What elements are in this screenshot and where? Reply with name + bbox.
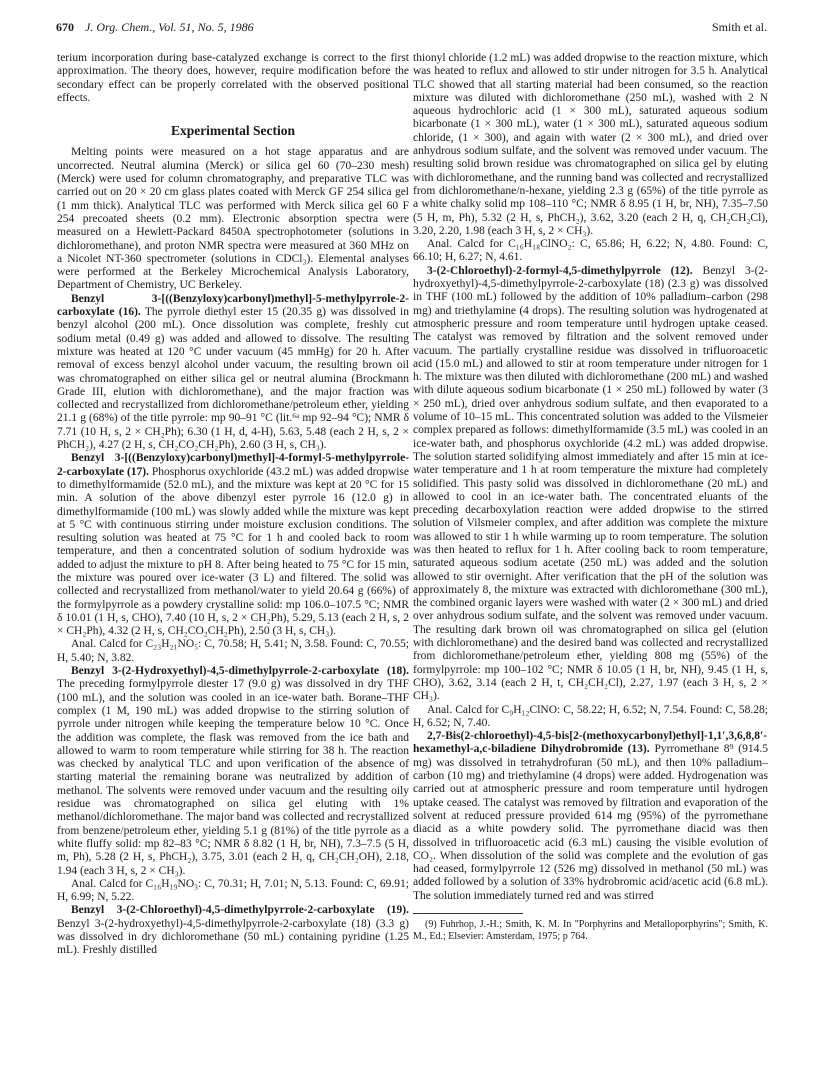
compound-12-text: Benzyl 3-(2-hydroxyethyl)-4,5-dimethylpyrrole-2-carboxylate (18) (2.3 g) was dissolved in THF (100 mL) followed by the addition of 10% palladium–carbon (298 mg) and triethylamine (4 drops). The resulting solution was hydrogenated at atmospheric pressure and room temperature until hydrogen uptake ceased. The catalyst was removed by filtration and the solvent removed under vacuum. The partially crystalline residue was dissolved in trifluoroacetic acid (15.0 mL) and allowed to stir at room temperature under nitrogen for 1 h. The mixture was then diluted with dichloromethane (200 mL) and washed with dilute aqueous sodium bicarbonate (1 × 250 mL) followed by water (3 × 250 mL), dried over anhydrous sodium sulfate, and then evaporated to a volume of 10–15 mL. This concentrated solution was added to the Vilsmeier complex prepared as follows: dimethylformamide (3.5 mL) was cooled in an ice-water bath, and phosphorus oxychloride (4.2 mL) was added dropwise. The solution started solidifying almost immediately and after 15 min at ice-water temperature and 1 h at room temperature the mixture had completely solidified. This pasty solid was dissolved in dichloromethane (20 mL) and allowed to cool in an ice-water bath. The concentrated eluants of the preceding decarboxylation reaction were added dropwise to the stirred solution of Vilsmeier complex, and after addition was complete the mixture was allowed to stir 1 h while warming up to room temperature. The solution was then heated to reflux for 1 h. After cooling back to room temperature, saturated aqueous sodium acetate (250 mL) was added and the solution allowed to stir overnight. After verification that the pH of the solution was approximately 8, the mixture was extracted with dichloromethane (300 mL), the combined organic layers were washed with water (2 × 300 mL) and dried over anhydrous sodium sulfate, and the solvent was removed under vacuum. The resulting dark brown oil was chromatographed on silica gel (elution with dichloromethane) and the desired band was collected and recrystallized from dichloromethane/petroleum ether, yielding 808 mg (55%) of the formylpyrrole: mp 100–102 °C; NMR δ 10.05 (1 H, br, NH), 9.45 (1 H, s, CHO), 3.62, 3.14 (each 2 H, t, CH₂CH₂Cl), 2.27, 1.97 (each 3 H, s, 2 × CH₃). bbox=[413, 264, 768, 703]
compound-18-title: Benzyl 3-(2-Hydroxyethyl)-4,5-dimethylpyrrole-2-carboxylate (18). bbox=[71, 665, 409, 678]
intro-paragraph: terium incorporation during base-catalyzed exchange is correct to the first approximation. The theory does, however, require modification before the secondary effect can be properly correlated with the observed positional effects. bbox=[57, 52, 409, 104]
compound-13-text: Pyrromethane 8⁹ (914.5 mg) was dissolved in tetrahydrofuran (50 mL), and then 10% palladium–carbon (10 mg) and triethylamine (4 drops) were added. Hydrogenation was carried out at atmospheric pressure and room temperature until hydrogen uptake ceased. The catalyst was removed by filtration and evaporation of the solvent at reduced pressure provided 614 mg (95%) of the pyrromethane diacid as a white powdery solid. The pyrromethane diacid was then dissolved in trifluoroacetic acid (6.3 mL) causing the visible evolution of CO₂. When dissolution of the solid was complete and the evolution of gas had ceased, formylpyrrole 12 (526 mg) dissolved in methanol (50 mL) was added followed by a solution of 33% hydrobromic acid/acetic acid (6.8 mL). The solution immediately turned red and was stirred bbox=[413, 743, 769, 902]
journal-citation bbox=[85, 20, 254, 34]
compound-17-text: Phosphorus oxychloride (43.2 mL) was added dropwise to dimethylformamide (52.0 mL), and the mixture was kept at 20 °C for 15 min. A solution of the above dibenzyl ester pyrrole 16 (12.0 g) in dimethylformamide (100 mL) was slowly added while the mixture was kept at 5 °C with continuous stirring under moisture exclusion conditions. The resulting solution was heated at 75 °C for 1 h and cooled back to room temperature, and then a concentrated solution of sodium hydroxide was added to adjust the mixture to pH 8. After being heated to 75 °C for 15 min, the mixture was poured over ice-water (3 L) and filtered. The solid was collected and recrystallized from methanol/water to yield 20.64 g (66%) of the formylpyrrole as a powdery crystalline solid: mp 106.0–107.5 °C; NMR δ 10.01 (1 H, s, CHO), 7.40 (10 H, s, 2 × CH₂Ph), 5.29, 5.13 (each 2 H, s, 2 × CH₂Ph), 4.32 (2 H, s, CH₂CO₂CH₂Ph), 2.50 (3 H, s, CH₃). bbox=[57, 465, 409, 638]
general-methods-paragraph: Melting points were measured on a hot stage apparatus and are uncorrected. Neutral alumina (Merck) or silica gel 60 (70–230 mesh) (Merck) were used for column chromatography, and preparative TLC was carried out on 20 × 20 cm glass plates coated with Merck GF 254 silica gel (1 mm thick). Analytical TLC was performed with Merck silica gel 60 F 254 precoated sheets (0.2 mm). Electronic absorption spectra were measured on a Hewlett-Packard 8450A spectrophotometer (solutions in dichloromethane), and proton NMR spectra were measured at 360 MHz on a Nicolet NT-360 spectrometer (solutions in CDCl₃). Elemental analyses were performed at the Berkeley Microchemical Analysis Laboratory, Department of Chemistry, UC Berkeley. bbox=[57, 146, 409, 292]
compound-19-paragraph bbox=[57, 904, 409, 957]
compound-19-continuation: thionyl chloride (1.2 mL) was added dropwise to the reaction mixture, which was heated to reflux and allowed to stir under nitrogen for 3.5 h. Analytical TLC showed that all starting material had been consumed, so the reaction mixture was diluted with dichloromethane (250 mL), washed with 2 N aqueous hydrochloric acid (1 × 300 mL), saturated aqueous sodium bicarbonate (1 × 300 mL), water (1 × 300 mL), saturated aqueous sodium chloride, (1 × 300), and again with water (2 × 300 mL), and dried over anhydrous sodium sulfate, and the solvent was removed under vacuum. The resulting solid brown residue was chromatographed on silica gel by eluting with dichloromethane, and the running band was collected and recrystallized from dichloromethane/n-hexane, yielding 2.3 g (65%) of the title pyrrole as a white chalky solid mp 108–110 °C; NMR δ 8.95 (1 H, br, NH), 7.35–7.50 (5 H, m, Ph), 5.32 (2 H, s, PhCH₂), 3.62, 3.20 (each 2 H, q, CH₂CH₂Cl), 3.20, 2.20, 1.98 (each 3 H, s, 2 × CH₃). bbox=[413, 52, 768, 237]
compound-18-text: The preceding formylpyrrole diester 17 (9.0 g) was dissolved in dry THF (100 mL), and the solution was cooled in an ice-water bath. Borane–THF complex (1 M, 190 mL) was added dropwise to the stirring solution of pyrrole under nitrogen while keeping the temperature below 10 °C. Once the addition was complete, the flask was removed from the ice bath and allowed to warm to room temperature while stirring for 38 h. The reaction was checked by analytical TLC and upon verification of the absence of starting material the remaining borane was neutralized by addition of methanol. The solvents were removed under vacuum and the resulting oily residue was chromatographed on silica gel eluting with 1% methanol/dichloromethane. The major band was collected and recrystallized from benzene/petroleum ether, yielding 5.1 g (81%) of the title pyrrole as a white fluffy solid: mp 82–83 °C; NMR δ 8.82 (1 H, br, NH), 7.3–7.5 (5 H, m, Ph), 5.28 (2 H, s, PhCH₂), 3.75, 3.01 (each 2 H, q, CH₂CH₂OH), 2.18, 1.94 (each 3 H, s, 2 × CH₃). bbox=[57, 678, 409, 877]
page-number: 670 bbox=[56, 20, 74, 34]
journal-issue: No. 5, 1986 bbox=[197, 20, 254, 34]
left-column bbox=[57, 52, 409, 958]
running-authors: Smith et al. bbox=[712, 20, 767, 34]
right-column bbox=[413, 52, 768, 942]
compound-18-paragraph bbox=[57, 665, 409, 878]
compound-18-analysis: Anal. Calcd for C₁₆H₁₉NO₃: C, 70.31; H, 7.01; N, 5.13. Found: C, 69.91; H, 6.99; N, 5.22. bbox=[57, 877, 409, 904]
compound-16-text: The pyrrole diethyl ester 15 (20.35 g) was dissolved in benzyl alcohol (200 mL). Once dissolution was complete, freshly cut sodium metal (0.49 g) was added and allowed to dissolve. The resulting mixture was heated at 120 °C under vacuum (45 mmHg) for 20 h. After removal of excess benzyl alcohol under vacuum, the resulting brown oil was chromatographed on either silica gel or neutral alumina (Brockmann Grade III, elution with dichloromethane), and the major fraction was collected and recrystallized from dichloromethane/petroleum ether, yielding 21.1 g (68%) of the title pyrrole: mp 90–91 °C (lit.⁶ᵃ mp 92–94 °C); NMR δ 7.71 (10 H, s, 2 × CH₂Ph); 6.30 (1 H, d, 4-H), 5.63, 5.48 (each 2 H, s, 2 × PhCH₂), 4.27 (2 H, s, CH₂CO₂CH₂Ph), 2.60 (3 H, s, CH₃). bbox=[57, 306, 409, 452]
compound-13-paragraph bbox=[413, 730, 768, 903]
journal-name: J. Org. Chem., bbox=[85, 20, 156, 34]
compound-16-title: Benzyl 3-[((Benzyloxy)carbonyl)methyl]-5-methylpyrrole-2-carboxylate (16). bbox=[57, 292, 409, 319]
compound-13-title: 2,7-Bis(2-chloroethyl)-4,5-bis[2-(methoxycarbonyl)ethyl]-1,1′,3,6,8,8′-hexamethyl-a,c-biladiene Dihydrobromide (13). bbox=[413, 730, 768, 756]
compound-12-analysis: Anal. Calcd for C₉H₁₂ClNO: C, 58.22; H, 6.52; N, 7.54. Found: C, 58.28; H, 6.52; N, 7.40. bbox=[413, 703, 768, 729]
section-title: Experimental Section bbox=[170, 123, 296, 139]
compound-17-paragraph bbox=[57, 452, 409, 638]
compound-12-paragraph bbox=[413, 265, 768, 704]
compound-19-title: Benzyl 3-(2-Chloroethyl)-4,5-dimethylpyrrole-2-carboxylate (19). bbox=[71, 904, 409, 917]
compound-16-paragraph bbox=[57, 293, 409, 453]
compound-17-analysis: Anal. Calcd for C₂₃H₂₁NO₅: C, 70.58; H, 5.41; N, 3.58. Found: C, 70.55; H, 5.40; N, 3.82. bbox=[57, 638, 409, 664]
compound-12-title: 3-(2-Chloroethyl)-2-formyl-4,5-dimethylpyrrole (12). bbox=[427, 264, 693, 277]
journal-volume: Vol. 51, bbox=[158, 20, 195, 34]
running-header bbox=[56, 18, 767, 36]
compound-19-text: Benzyl 3-(2-hydroxyethyl)-4,5-dimethylpyrrole-2-carboxylate (18) (3.3 g) was dissolved in dry dichloromethane (50 mL) containing pyridine (1.25 mL). Freshly distilled bbox=[57, 917, 409, 957]
footnote-divider bbox=[413, 913, 523, 914]
compound-19-analysis: Anal. Calcd for C₁₆H₁₈ClNO₂: C, 65.86; H, 6.22; N, 4.80. Found: C, 66.10; H, 6.27; N, 4.61. bbox=[413, 238, 768, 264]
footnote-9: (9) Fuhrhop, J.-H.; Smith, K. M. In "Porphyrins and Metalloporphyrins"; Smith, K. M., Ed.; Elsevier: Amsterdam, 1975; p 764. bbox=[413, 919, 768, 942]
compound-17-title: Benzyl 3-[((Benzyloxy)carbonyl)methyl]-4-formyl-5-methylpyrrole-2-carboxylate (17). bbox=[57, 452, 409, 478]
